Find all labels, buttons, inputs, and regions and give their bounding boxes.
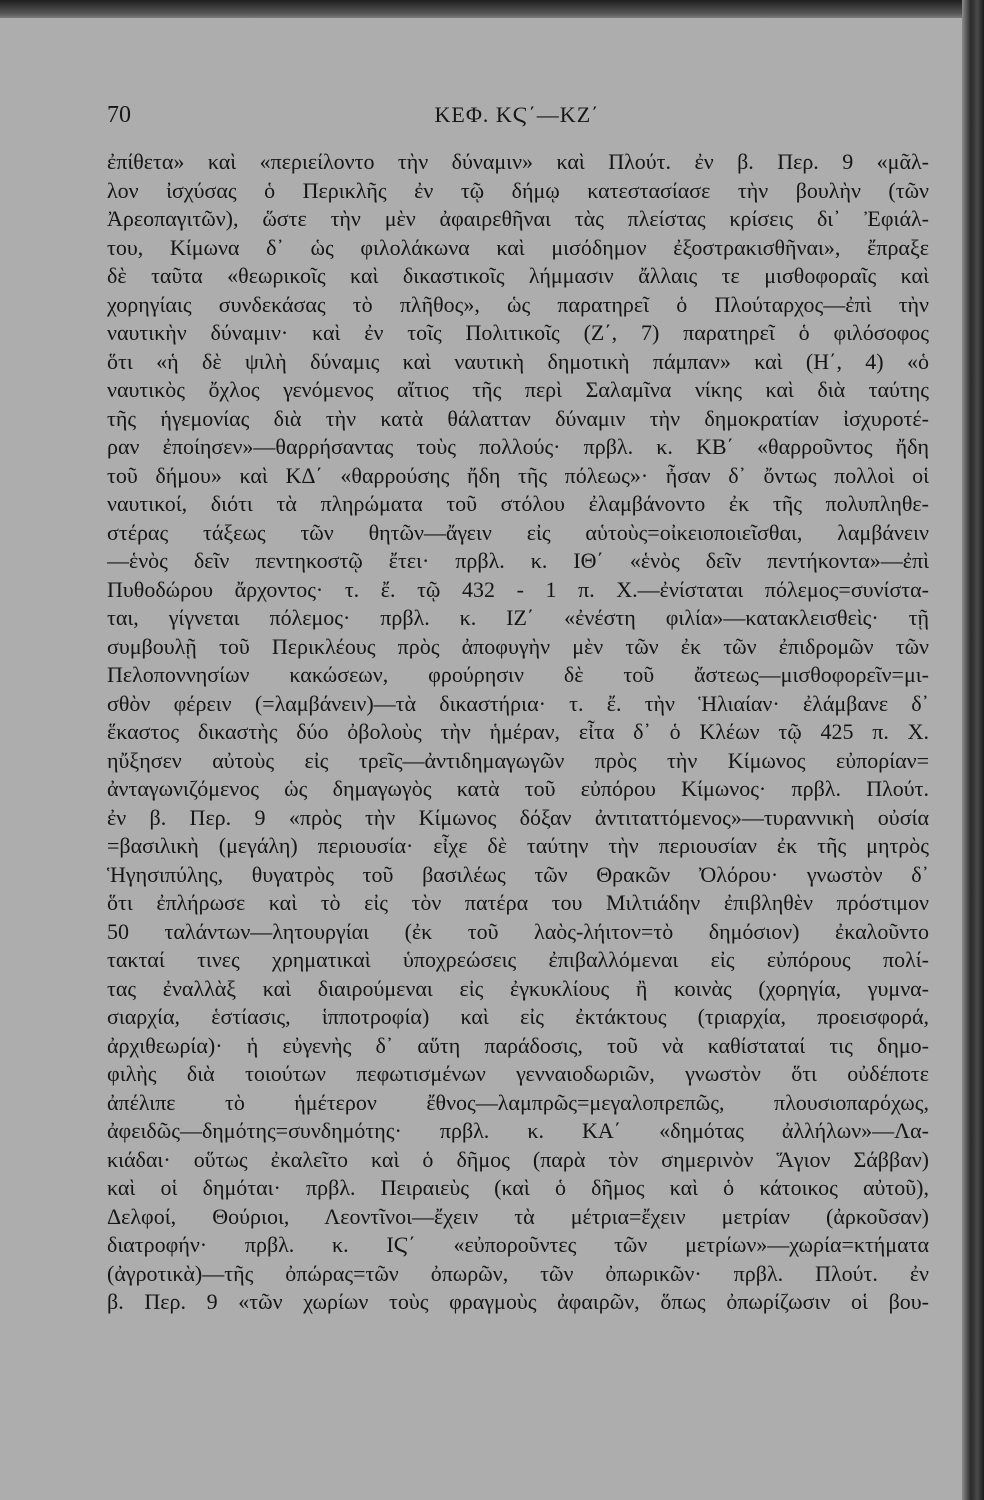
text-line: ὅτι «ἡ δὲ ψιλὴ δύναμις καὶ ναυτικὴ δημοτικὴ πάμπαν» καὶ (Η΄, 4) «ὁ bbox=[107, 348, 929, 374]
text-line: β. Περ. 9 «τῶν χωρίων τοὺς φραγμοὺς ἀφαιρῶν, ὅπως ὀπωρίζωσιν οἱ βου- bbox=[107, 1289, 929, 1314]
text-line: ἐπίθετα» καὶ «περιείλοντο τὴν δύναμιν» καὶ Πλούτ. ἐν β. Περ. 9 «μᾶλ- bbox=[107, 149, 929, 174]
text-line: Ἡγησιπύλης, θυγατρὸς τοῦ βασιλέως τῶν Θρακῶν Ὀλόρου· γνωστὸν δ᾽ bbox=[107, 861, 929, 887]
text-line: (ἀγροτικὰ)—τῆς ὀπώρας=τῶν ὀπωρῶν, τῶν ὀπωρικῶν· πρβλ. Πλούτ. ἐν bbox=[107, 1260, 929, 1286]
commentary-text bbox=[107, 148, 929, 1317]
text-line: ἕκαστος δικαστὴς δύο ὀβολοὺς τὴν ἡμέραν, εἶτα δ᾽ ὁ Κλέων τῷ 425 π. Χ. bbox=[107, 719, 929, 744]
text-line: ἐν β. Περ. 9 «πρὸς τὴν Κίμωνος δόξαν ἀντιταττόμενος»—τυραννικὴ οὐσία bbox=[107, 804, 929, 830]
text-line: ται, γίγνεται πόλεμος· πρβλ. κ. ΙΖ΄ «ἐνέστη φιλία»—κατακλεισθεὶς· τῇ bbox=[107, 605, 929, 630]
text-line: στέρας τάξεως τῶν θητῶν—ἄγειν εἰς αὑτοὺς=οἰκειοποιεῖσθαι, λαμβάνειν bbox=[107, 519, 929, 545]
text-line: συμβουλῇ τοῦ Περικλέους πρὸς ἀποφυγὴν μὲν τῶν ἐκ τῶν ἐπιδρομῶν τῶν bbox=[107, 633, 929, 659]
text-line: τῆς ἡγεμονίας διὰ τὴν κατὰ θάλατταν δύναμιν τὴν δημοκρατίαν ἰσχυροτέ- bbox=[107, 405, 929, 431]
text-line: ναυτικὸς ὄχλος γενόμενος αἴτιος τῆς περὶ Σαλαμῖνα νίκης καὶ διὰ ταύτης bbox=[107, 377, 929, 402]
text-line: Πυθοδώρου ἄρχοντος· τ. ἔ. τῷ 432 - 1 π. Χ.—ἐνίσταται πόλεμος=συνίστα- bbox=[107, 576, 929, 602]
text-line: Πελοποννησίων κακώσεων, φρούρησιν δὲ τοῦ ἄστεως—μισθοφορεῖν=μι- bbox=[107, 662, 929, 687]
text-line: δὲ ταῦτα «θεωρικοῖς καὶ δικαστικοῖς λήμμασιν ἄλλαις τε μισθοφοραῖς καὶ bbox=[107, 263, 929, 288]
page-number: 70 bbox=[107, 102, 131, 128]
text-line: ναυτικὴν δύναμιν· καὶ ἐν τοῖς Πολιτικοῖς (Ζ΄, 7) παρατηρεῖ ὁ φιλόσοφος bbox=[107, 320, 929, 345]
text-line: του, Κίμωνα δ᾽ ὡς φιλολάκωνα καὶ μισόδημον ἐξοστρακισθῆναι», ἔπραξε bbox=[107, 234, 929, 260]
text-line: =βασιλικὴ (μεγάλη) περιουσία· εἶχε δὲ ταύτην τὴν περιουσίαν ἐκ τῆς μητρὸς bbox=[107, 833, 929, 858]
text-line: σιαρχία, ἑστίασις, ἱπποτροφία) καὶ εἰς ἐκτάκτους (τριαρχία, προεισφορά, bbox=[107, 1004, 929, 1029]
text-line: διατροφήν· πρβλ. κ. ΙϚ΄ «εὐποροῦντες τῶν μετρίων»—χωρία=κτήματα bbox=[107, 1232, 929, 1257]
text-line: ηὔξησεν αὐτοὺς εἰς τρεῖς—ἀντιδημαγωγῶν πρὸς τὴν Κίμωνος εὐπορίαν= bbox=[107, 747, 929, 773]
text-line: ραν ἐποίησεν»—θαρρήσαντας τοὺς πολλούς· πρβλ. κ. ΚΒ΄ «θαρροῦντος ἤδη bbox=[107, 434, 929, 459]
text-line: ἀνταγωνιζόμενος ὡς δημαγωγὸς κατὰ τοῦ εὐπόρου Κίμωνος· πρβλ. Πλούτ. bbox=[107, 776, 929, 801]
page-header bbox=[107, 102, 927, 132]
running-title: ΚΕΦ. ΚϚ΄—ΚΖ΄ bbox=[434, 102, 600, 127]
text-line: ἀρχιθεωρία)· ἡ εὐγενὴς δ᾽ αὕτη παράδοσις, τοῦ νὰ καθίσταταί τις δημο- bbox=[107, 1032, 929, 1058]
text-line: καὶ οἱ δημόται· πρβλ. Πειραιεὺς (καὶ ὁ δῆμος καὶ ὁ κάτοικος αὐτοῦ), bbox=[107, 1175, 929, 1200]
text-line: φιλὴς διὰ τοιούτων πεφωτισμένων γενναιοδωριῶν, γνωστὸν ὅτι οὐδέποτε bbox=[107, 1061, 929, 1086]
text-line: ὅτι ἐπλήρωσε καὶ τὸ εἰς τὸν πατέρα του Μιλτιάδην ἐπιβληθὲν πρόστιμον bbox=[107, 890, 929, 915]
text-line: ναυτικοί, διότι τὰ πληρώματα τοῦ στόλου ἐλαμβάνοντο ἐκ τῆς πολυπληθε- bbox=[107, 491, 929, 516]
text-line: Δελφοί, Θούριοι, Λεοντῖνοι—ἔχειν τὰ μέτρια=ἔχειν μετρίαν (ἀρκοῦσαν) bbox=[107, 1203, 929, 1229]
text-line: τοῦ δήμου» καὶ ΚΔ΄ «θαρρούσης ἤδη τῆς πόλεως»· ἦσαν δ᾽ ὄντως πολλοὶ οἱ bbox=[107, 462, 929, 488]
text-line: 50 ταλάντων—λητουργίαι (ἐκ τοῦ λαὸς-λήιτον=τὸ δημόσιον) ἐκαλοῦντο bbox=[107, 918, 929, 944]
text-line: σθὸν φέρειν (=λαμβάνειν)—τὰ δικαστήρια· τ. ἔ. τὴν Ἡλιαίαν· ἐλάμβανε δ᾽ bbox=[107, 690, 929, 716]
text-line: τακταί τινες χρηματικαὶ ὑποχρεώσεις ἐπιβαλλόμεναι εἰς εὐπόρους πολί- bbox=[107, 947, 929, 972]
text-line: λον ἰσχύσας ὁ Περικλῆς ἐν τῷ δήμῳ κατεστασίασε τὴν βουλὴν (τῶν bbox=[107, 177, 929, 203]
text-line: —ἑνὸς δεῖν πεντηκοστῷ ἔτει· πρβλ. κ. ΙΘ΄ «ἑνὸς δεῖν πεντήκοντα»—ἐπὶ bbox=[107, 548, 929, 573]
text-line: Ἀρεοπαγιτῶν), ὥστε τὴν μὲν ἀφαιρεθῆναι τὰς πλείστας κρίσεις δι᾽ Ἐφιάλ- bbox=[107, 206, 929, 231]
text-line: χορηγίαις συνδεκάσας τὸ πλῆθος», ὡς παρατηρεῖ ὁ Πλούταρχος—ἐπὶ τὴν bbox=[107, 291, 929, 317]
text-line: κιάδαι· οὕτως ἐκαλεῖτο καὶ ὁ δῆμος (παρὰ τὸν σημερινὸν Ἅγιον Σάββαν) bbox=[107, 1146, 929, 1172]
text-line: ἀπέλιπε τὸ ἡμέτερον ἔθνος—λαμπρῶς=μεγαλοπρεπῶς, πλουσιοπαρόχως, bbox=[107, 1089, 929, 1115]
scan-right-edge bbox=[962, 0, 984, 1500]
text-line: ἀφειδῶς—δημότης=συνδημότης· πρβλ. κ. ΚΑ΄ «δημότας ἀλλήλων»—Λα- bbox=[107, 1118, 929, 1143]
text-line: τας ἐναλλὰξ καὶ διαιρούμεναι εἰς ἐγκυκλίους ἢ κοινὰς (χορηγία, γυμνα- bbox=[107, 975, 929, 1001]
